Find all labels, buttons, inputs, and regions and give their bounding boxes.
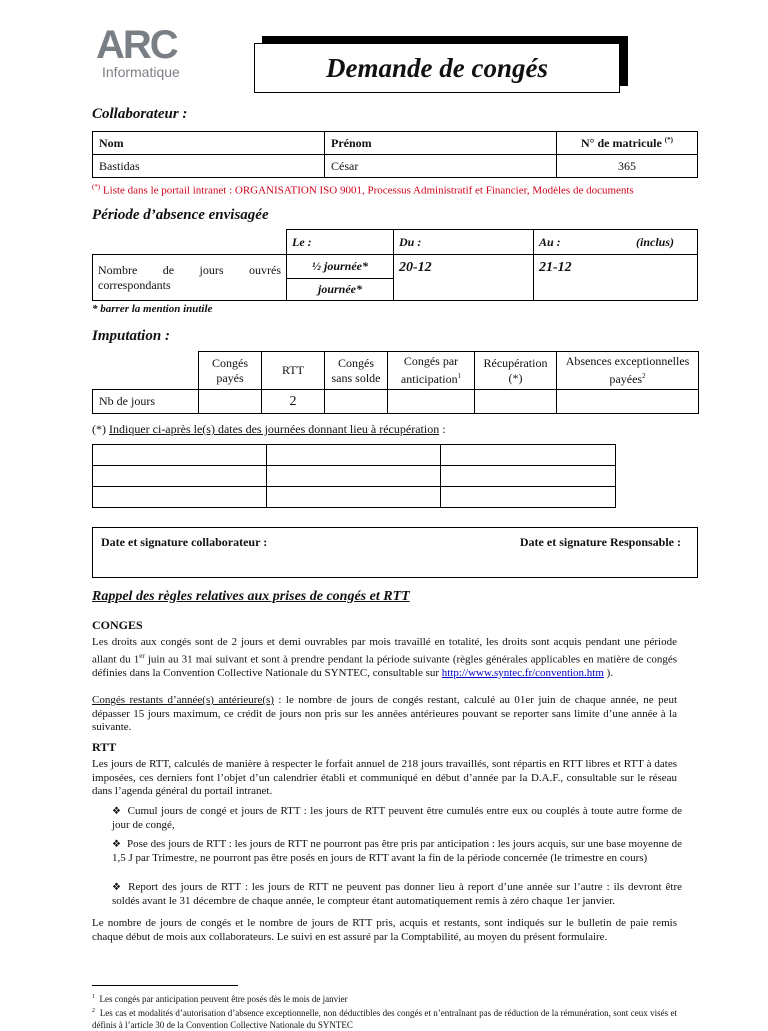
prenom-header: Prénom xyxy=(325,132,557,155)
date-cell[interactable] xyxy=(267,445,441,466)
conges-restants-paragraph: Congés restants d’année(s) antérieure(s) : le nombre de jours de congés restant, calculé au 01er juin de chaque année, ne peut dépasser 15 jours maximum, ce crédit de jours non pris sur les années antérieures pouvant se reporter sans limite d’une année à la suivante. xyxy=(92,694,678,733)
nb-jours-cell[interactable]: 2 xyxy=(262,390,325,414)
footnote-2: $^2$ Les cas et modalités d’autorisation d’absence exceptionnelle, non déductibles des congés et n’entraînant pas de réduction de la rémunération, sont ceux visés et définis à l’article 30 de la Convention Collective Nationale du SYNTEC xyxy=(92,1008,677,1030)
intranet-note: (*) Liste dans le portail intranet : ORGANISATION ISO 9001, Processus Administratif et Financier, Modèles de documents xyxy=(92,183,634,197)
diamond-bullet-icon: ❖ xyxy=(112,882,123,893)
journee-option[interactable]: journée* xyxy=(287,279,394,301)
nb-jours-label: Nb de jours xyxy=(93,390,199,414)
date-cell[interactable] xyxy=(93,466,267,487)
rtt-bullet: ❖ Report des jours de RTT : les jours de RTT ne peuvent pas donner lieu à report d’une année sur l’autre : ils devront être soldés avant le 31 décembre de chaque année, le compteur étant automatiquement remis à zéro chaque 1er janvier. xyxy=(112,881,682,907)
col-rtt: RTT xyxy=(262,352,325,390)
date-cell[interactable] xyxy=(93,487,267,508)
signature-box[interactable] xyxy=(92,527,698,578)
date-cell[interactable] xyxy=(441,445,616,466)
rtt-heading: RTT xyxy=(92,740,117,754)
imputation-heading: Imputation : xyxy=(92,328,170,344)
recuperation-note: (*) Indiquer ci-après le(s) dates des journées donnant lieu à récupération : xyxy=(92,422,446,436)
barrer-note: * barrer la mention inutile xyxy=(92,303,213,315)
recuperation-dates-table xyxy=(92,444,616,508)
date-cell[interactable] xyxy=(93,445,267,466)
imputation-empty-cell xyxy=(93,352,199,390)
col-recuperation: Récupération (*) xyxy=(475,352,557,390)
col-conges-payes: Congés payés xyxy=(199,352,262,390)
rtt-bullet: ❖ Pose des jours de RTT : les jours de RTT ne pourront pas être pris par anticipation : les jours acquis, sur une base moyenne de 1,5 J par Trimestre, ne pourront pas être posés en jours de RTT avant la fin de la période concernée (le trimestre en cours) xyxy=(112,838,683,864)
signature-responsable-label: Date et signature Responsable : xyxy=(519,535,681,549)
date-cell[interactable] xyxy=(267,466,441,487)
au-header: Au : (inclus) xyxy=(534,230,698,255)
collaborateur-heading: Collaborateur : xyxy=(92,106,188,122)
periode-empty-cell xyxy=(93,230,287,255)
rappel-heading: Rappel des règles relatives aux prises de congés et RTT xyxy=(92,589,410,604)
matricule-value[interactable]: 365 xyxy=(557,155,698,178)
date-cell[interactable] xyxy=(267,487,441,508)
syntec-link[interactable]: http://www.syntec.fr/convention.htm xyxy=(441,666,604,679)
logo-subtitle: Informatique xyxy=(102,64,180,80)
nb-jours-cell[interactable] xyxy=(475,390,557,414)
au-value[interactable]: 21-12 xyxy=(534,255,698,301)
imputation-table xyxy=(92,351,699,414)
rtt-bullet: ❖ Cumul jours de congé et jours de RTT : les jours de RTT peuvent être cumulés entre eux ou couplés à toute autre forme de jour de congé, xyxy=(112,805,682,831)
prenom-value[interactable]: César xyxy=(325,155,557,178)
page-title: Demande de congés xyxy=(326,52,548,83)
conges-heading: CONGES xyxy=(92,618,143,632)
closing-paragraph: Le nombre de jours de congés et le nombre de jours de RTT pris, acquis et restants, sont indiqués sur le bulletin de paie remis chaque début de mois aux collaborateurs. Le suivi en est assuré par la Comptabilité, au moyen du présent formulaire. xyxy=(92,917,677,943)
du-value[interactable]: 20-12 xyxy=(394,255,534,301)
conges-paragraph: Les droits aux congés sont de 2 jours et demi ouvrables par mois travaillé en totalité, les droits sont acquis pendant une période allant du 1er juin au 31 mai suivant et sont à prendre pendant la période suivante (règles générales applicables en matière de congés définies dans la Convention Collective Nationale du SYNTEC, consultable sur http://www.syntec.fr/convention.htm ). xyxy=(92,636,677,679)
nb-jours-cell[interactable] xyxy=(325,390,388,414)
title-box xyxy=(254,43,620,93)
signature-collaborateur-label: Date et signature collaborateur : xyxy=(101,535,268,549)
date-cell[interactable] xyxy=(441,466,616,487)
logo-brand: ARC xyxy=(96,23,177,67)
nb-jours-cell[interactable] xyxy=(199,390,262,414)
footnote-1: $^1$ Les congés par anticipation peuvent être posés dès le mois de janvier xyxy=(92,994,348,1004)
matricule-header: N° de matricule (*) xyxy=(557,132,698,155)
col-absences: Absences exceptionnelles payées$^2$ xyxy=(557,352,699,390)
periode-table xyxy=(92,229,698,301)
nom-header: Nom xyxy=(93,132,325,155)
nom-value[interactable]: Bastidas xyxy=(93,155,325,178)
date-cell[interactable] xyxy=(441,487,616,508)
diamond-bullet-icon: ❖ xyxy=(112,806,122,817)
rtt-paragraph: Les jours de RTT, calculés de manière à respecter le forfait annuel de 218 jours travaillés, sont répartis en RTT libres et RTT à dates imposées, ces derniers font l’objet d’un calendrier établi et communiqué en début d’année par la D.A.F., consultable sur le réseau dans l’agenda général du portail intranet. xyxy=(92,758,677,797)
col-anticipation: Congés par anticipation$^1$ xyxy=(388,352,475,390)
company-logo xyxy=(96,23,186,86)
collaborateur-table xyxy=(92,131,698,178)
diamond-bullet-icon: ❖ xyxy=(112,839,122,850)
nombre-jours-label: Nombre de jours ouvrés correspondants xyxy=(93,255,287,301)
nb-jours-cell[interactable] xyxy=(388,390,475,414)
periode-heading: Période d’absence envisagée xyxy=(92,207,269,223)
demi-journee-option[interactable]: ½ journée* xyxy=(287,255,394,279)
nb-jours-cell[interactable] xyxy=(557,390,699,414)
le-header: Le : xyxy=(287,230,394,255)
du-header: Du : xyxy=(394,230,534,255)
col-sans-solde: Congés sans solde xyxy=(325,352,388,390)
footnote-separator xyxy=(92,985,238,986)
